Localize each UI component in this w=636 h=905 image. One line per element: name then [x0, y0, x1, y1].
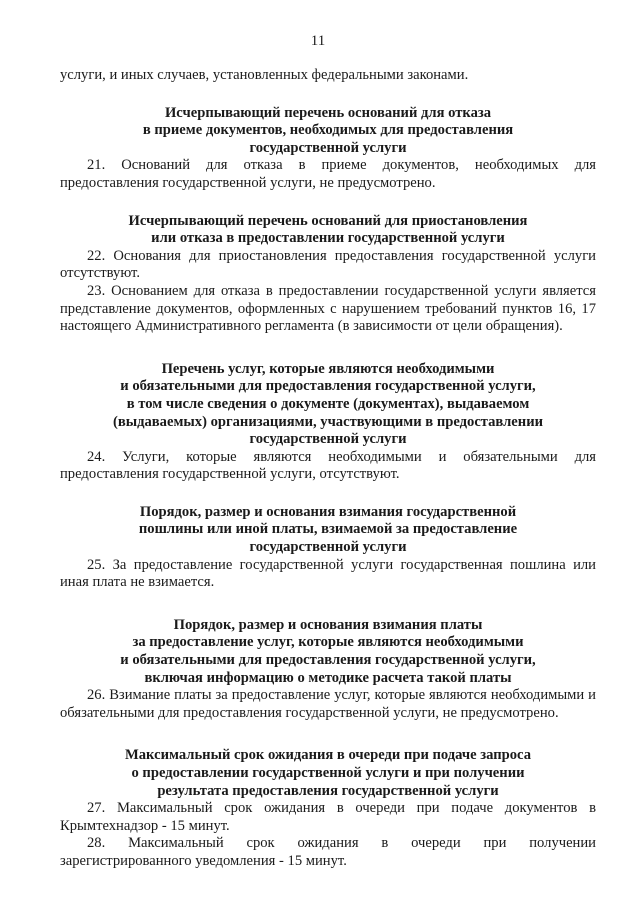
paragraph-27: 27. Максимальный срок ожидания в очереди при подаче документов в Крымтехнадзор - 15 минут. [60, 800, 596, 834]
paragraph-26: 26. Взимание платы за предоставление услуг, которые являются необходимыми и обязательными для предоставления государственной услуги, не предусмотрено. [60, 687, 596, 721]
paragraph-24: 24. Услуги, которые являются необходимыми и обязательными для предоставления государственной услуги, отсутствуют. [60, 448, 596, 483]
page-number: 11 [310, 33, 326, 49]
section-heading-queue-time: Максимальный срок ожидания в очереди при подаче запроса о предоставлении государственной услуги и при получении результата предоставления государственной услуги [124, 747, 531, 799]
section-heading-required-services: Перечень услуг, которые являются необходимыми и обязательными для предоставления государственной услуги, в том числе сведения о документе (документах), выдаваемом (выдаваемых) организациями, участвующими в предоставлении государственной услуги [112, 360, 544, 448]
paragraph-25: 25. За предоставление государственной услуги государственная пошлина или иная плата не взимается. [60, 556, 596, 591]
intro-line: услуги, и иных случаев, установленных федеральными законами. [60, 67, 469, 83]
section-heading-fee-for-services: Порядок, размер и основания взимания платы за предоставление услуг, которые являются необходимыми и обязательными для предоставления государственной услуги, включая информацию о методике расчета такой платы [120, 616, 536, 686]
section-heading-suspension: Исчерпывающий перечень оснований для приостановления или отказа в предоставлении государственной услуги [128, 212, 528, 247]
section-heading-state-fee: Порядок, размер и основания взимания государственной пошлины или иной платы, взимаемой за предоставление государственной услуги [138, 503, 518, 556]
paragraph-21: 21. Оснований для отказа в приеме документов, необходимых для предоставления государственной услуги, не предусмотрено. [60, 157, 596, 191]
paragraph-28: 28. Максимальный срок ожидания в очереди при получении зарегистрированного уведомления - 15 минут. [60, 835, 596, 869]
page-content [60, 67, 596, 871]
paragraph-22: 22. Основания для приостановления предоставления государственной услуги отсутствуют. [60, 247, 596, 282]
paragraph-23: 23. Основанием для отказа в предоставлении государственной услуги является представление документов, оформленных с нарушением требований пунктов 16, 17 настоящего Административного регламента (в зависимости от цели обращения). [60, 282, 596, 335]
section-heading-refusal-documents: Исчерпывающий перечень оснований для отказа в приеме документов, необходимых для предоставления государственной услуги [142, 104, 514, 156]
